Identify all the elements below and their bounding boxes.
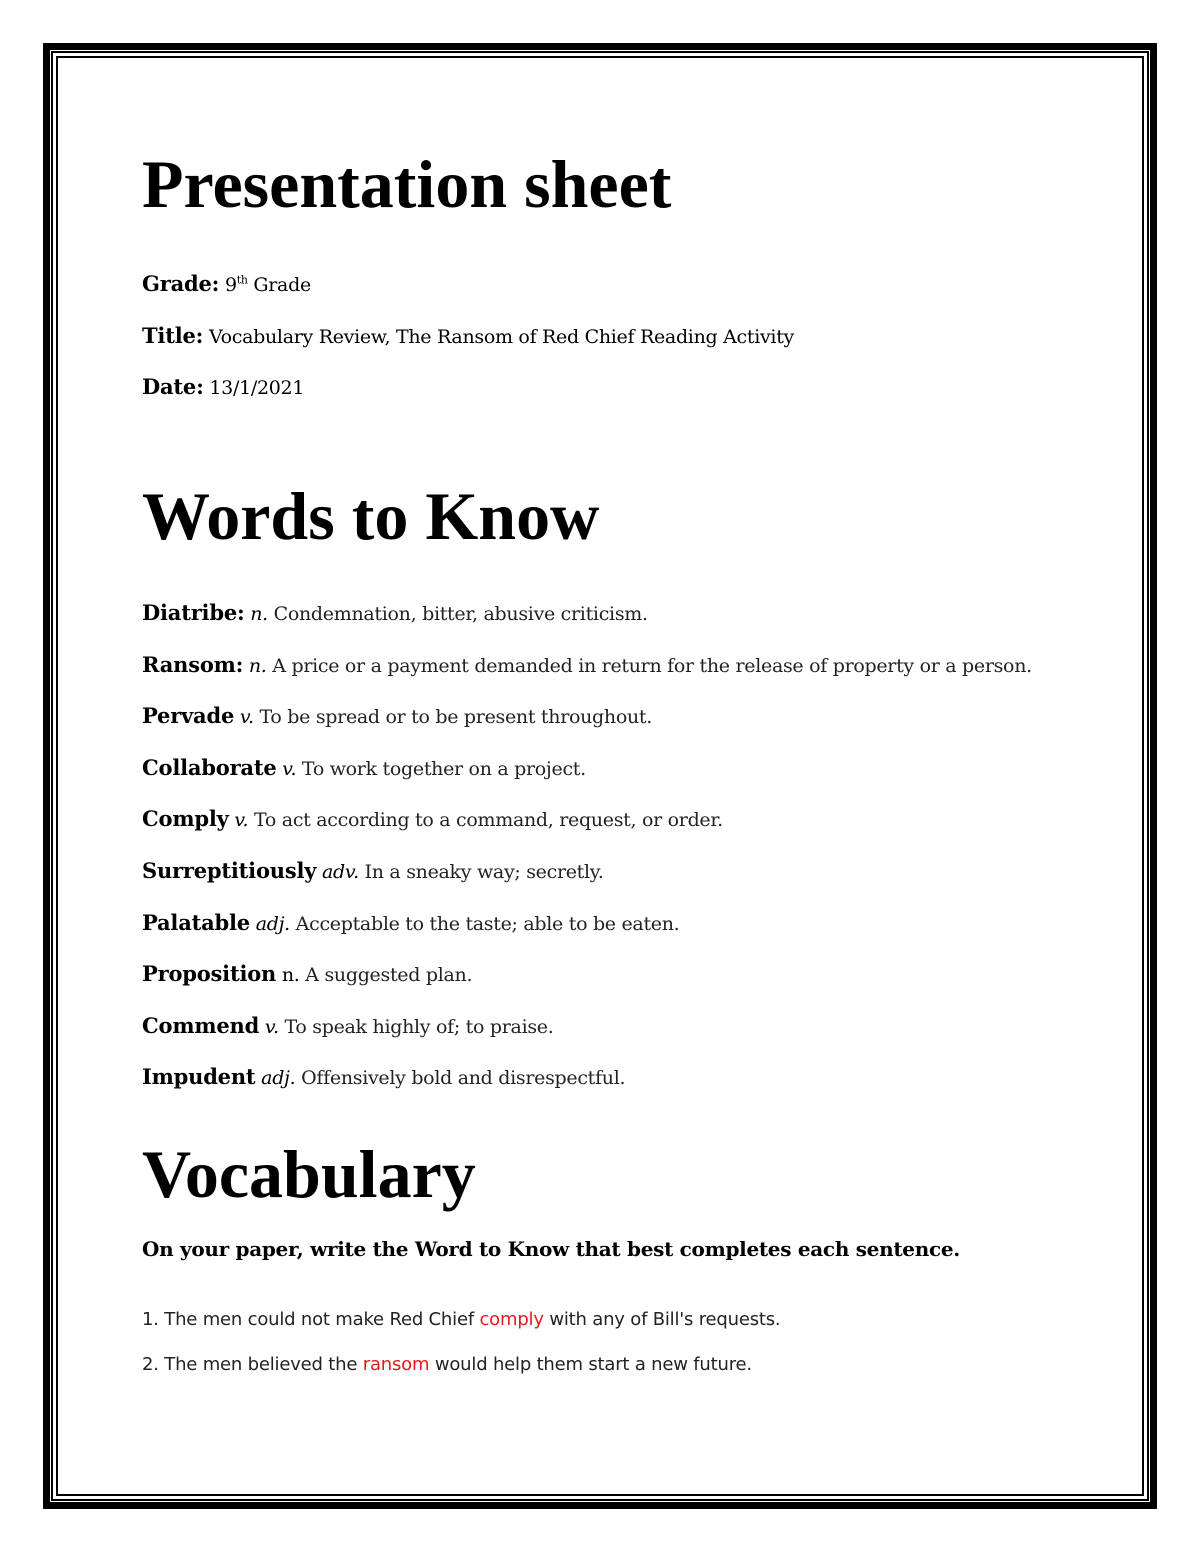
word-term: Surreptitiously (142, 858, 317, 883)
word-term: Impudent (142, 1064, 256, 1090)
word-part-of-speech: adv. (322, 861, 359, 883)
sentence-text-after: would help them start a new future. (429, 1354, 752, 1375)
word-entry (142, 755, 586, 781)
page-title: Presentation sheet (142, 146, 672, 222)
word-definition: Acceptable to the taste; able to be eaten. (289, 912, 680, 935)
instruction-text: On your paper, write the Word to Know that best completes each sentence. (142, 1237, 960, 1261)
word-entry (142, 1013, 553, 1039)
words-to-know-heading: Words to Know (142, 478, 600, 554)
sentence-item (142, 1354, 752, 1375)
sentence-text-before: 1. The men could not make Red Chief (142, 1309, 480, 1330)
title-line (142, 323, 794, 349)
grade-value: 9th Grade (224, 273, 311, 296)
word-definition: Condemnation, bitter, abusive criticism. (267, 603, 648, 625)
word-entry (142, 1064, 625, 1090)
word-entry (142, 652, 1032, 678)
word-part-of-speech: v. (282, 757, 297, 780)
word-entry (142, 961, 472, 987)
word-entry (142, 806, 723, 832)
word-entry (142, 703, 652, 729)
word-definition: A price or a payment demanded in return for the release of property or a person. (266, 654, 1032, 677)
word-entry (142, 600, 648, 626)
title-label: Title: (142, 323, 204, 348)
sentence-text-before: 2. The men believed the (142, 1354, 363, 1375)
word-definition: To speak highly of; to praise. (278, 1015, 554, 1038)
word-part-of-speech: adj. (261, 1067, 296, 1090)
sentence-answer: ransom (362, 1354, 430, 1375)
word-definition: Offensively bold and disrespectful. (295, 1067, 626, 1090)
word-part-of-speech: adj. (255, 912, 290, 935)
grade-line (142, 271, 311, 297)
word-part-of-speech: n. (248, 654, 267, 677)
sentence-text-after: with any of Bill's requests. (543, 1309, 781, 1330)
word-definition: To act according to a command, request, or order. (248, 809, 723, 832)
grade-label: Grade: (142, 271, 220, 296)
word-term: Diatribe (142, 600, 237, 625)
word-term: Proposition (142, 961, 277, 987)
word-separator: : (236, 600, 245, 625)
word-separator: : (235, 651, 244, 677)
word-definition: To be spread or to be present throughout. (253, 706, 653, 729)
date-label: Date: (142, 374, 204, 399)
word-definition: To work together on a project. (296, 757, 586, 780)
word-entry (142, 858, 603, 884)
word-term: Collaborate (142, 754, 277, 780)
vocabulary-heading: Vocabulary (142, 1136, 476, 1212)
word-term: Pervade (142, 703, 235, 729)
title-value: Vocabulary Review, The Ransom of Red Chief Reading Activity (208, 326, 794, 348)
word-part-of-speech: n. (250, 603, 268, 625)
word-term: Commend (142, 1012, 260, 1038)
word-term: Comply (142, 806, 229, 832)
sentence-answer: comply (479, 1309, 544, 1330)
word-definition: In a sneaky way; secretly. (358, 861, 604, 883)
word-definition: A suggested plan. (299, 964, 473, 987)
word-part-of-speech: v. (239, 706, 254, 729)
word-term: Ransom (142, 651, 236, 677)
sentence-item (142, 1309, 780, 1330)
word-part-of-speech: n. (281, 964, 300, 987)
date-value: 13/1/2021 (209, 377, 305, 399)
date-line (142, 374, 304, 400)
word-part-of-speech: v. (264, 1015, 279, 1038)
word-entry (142, 910, 679, 936)
word-term: Palatable (142, 909, 250, 935)
word-part-of-speech: v. (234, 809, 249, 832)
